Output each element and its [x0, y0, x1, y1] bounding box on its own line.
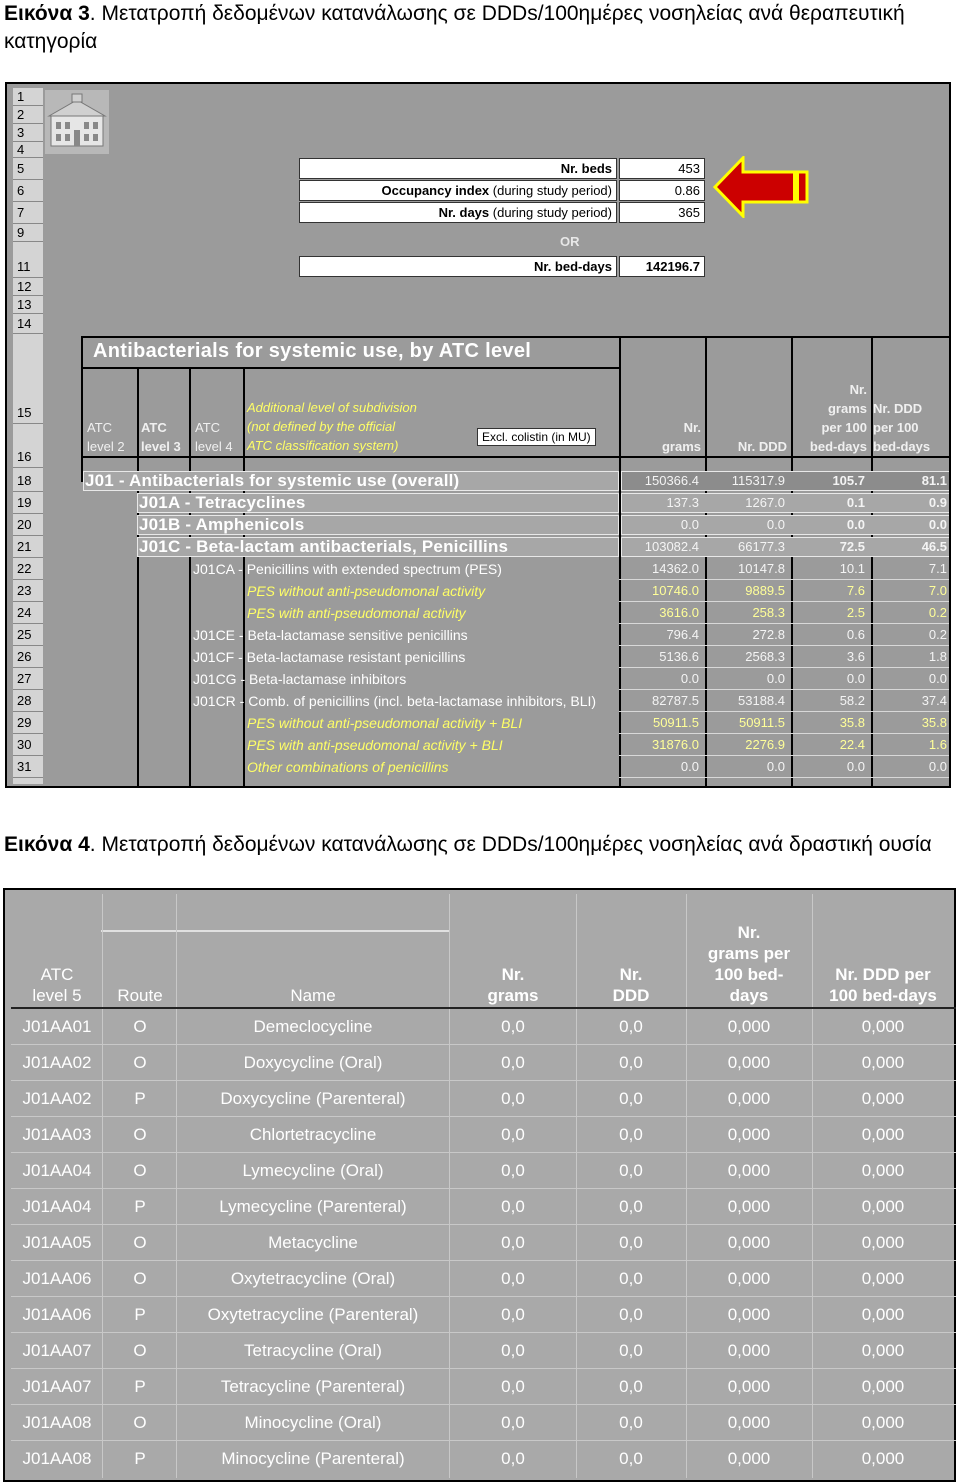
atc3-a: ATC	[141, 420, 167, 435]
sheet-row	[81, 558, 951, 580]
row-value-grams: 0.0	[680, 517, 699, 532]
h: Nr.	[683, 420, 701, 435]
cell-atc: J01AA02	[22, 1089, 92, 1108]
row-value-ddd: 272.8	[752, 627, 785, 642]
cell-dp: 0,000	[861, 1161, 905, 1180]
th-name: Name	[290, 986, 336, 1005]
h: bed-days	[873, 439, 931, 454]
row-number: 29	[13, 712, 43, 734]
cell-name: Minocycline (Oral)	[244, 1413, 382, 1432]
cell-ddd: 0,0	[619, 1017, 643, 1036]
cell-route: P	[134, 1449, 146, 1468]
col-ddd-header: Nr. DDD	[737, 439, 787, 454]
h: grams per	[707, 944, 791, 963]
row-value-gp: 105.7	[832, 473, 865, 488]
h: Nr.	[849, 382, 867, 397]
th-grams	[451, 964, 575, 1006]
row-name: PES without anti-pseudomonal activity	[247, 583, 486, 599]
row-value-grams: 0.0	[680, 759, 699, 774]
red-arrow-icon	[713, 156, 809, 223]
cell-dp: 0,000	[861, 1053, 905, 1072]
cell-grams: 0,0	[501, 1053, 525, 1072]
figure-3-text: . Μετατροπή δεδομένων κατανάλωσης σε DDDs/100ημέρες νοσηλείας ανά θεραπευτική κατηγορία	[4, 2, 905, 53]
cell-ddd: 0,0	[619, 1125, 643, 1144]
row-number: 14	[13, 314, 43, 334]
row-value-grams: 3616.0	[659, 605, 699, 620]
row-number: 6	[13, 180, 43, 202]
row-name: Other combinations of penicillins	[247, 759, 449, 775]
cell-ddd: 0,0	[619, 1305, 643, 1324]
row-name: J01CE - Beta-lactamase sensitive penicillins	[193, 627, 468, 643]
row-value-ddd: 258.3	[752, 605, 785, 620]
cell-dp: 0,000	[861, 1017, 905, 1036]
cell-ddd: 0,0	[619, 1377, 643, 1396]
cell-route: O	[133, 1125, 147, 1144]
or-label: OR	[560, 234, 580, 249]
cell-grams: 0,0	[501, 1449, 525, 1468]
colistin-note: Excl. colistin (in MU)	[477, 428, 596, 446]
spreadsheet-figure	[5, 82, 951, 788]
row-value-grams: 5136.6	[659, 649, 699, 664]
cell-route: P	[134, 1377, 146, 1396]
cell-route: P	[134, 1089, 146, 1108]
row-value-gp: 7.6	[846, 583, 865, 598]
cell-grams: 0,0	[501, 1125, 525, 1144]
row-value-dp: 46.5	[921, 539, 947, 554]
cell-dp: 0,000	[861, 1413, 905, 1432]
row-number: 20	[13, 514, 43, 536]
row-value-dp: 0.0	[928, 759, 947, 774]
cell-dp: 0,000	[861, 1125, 905, 1144]
sheet-row	[81, 492, 951, 514]
h: 100 bed-days	[829, 986, 937, 1005]
row-number: 31	[13, 756, 43, 778]
row-value-dp: 1.6	[928, 737, 947, 752]
th-route: Route	[117, 986, 163, 1005]
row-number: 28	[13, 690, 43, 712]
row-value-dp: 81.1	[921, 473, 947, 488]
info-value: 453	[619, 158, 705, 179]
info-label: Nr. days	[438, 205, 490, 220]
sheet-row	[81, 668, 951, 690]
th-ddd	[577, 964, 685, 1006]
row-value-ddd: 0.0	[766, 517, 785, 532]
h: DDD	[612, 986, 650, 1005]
sheet-row	[81, 602, 951, 624]
row-number: 16	[13, 424, 43, 468]
info-bed-days	[299, 256, 707, 277]
row-number: 18	[13, 470, 43, 492]
h: days	[729, 986, 769, 1005]
atc-level2-header	[87, 418, 125, 456]
cell-atc: J01AA04	[22, 1197, 92, 1216]
row-value-gp: 22.4	[839, 737, 865, 752]
row-number: 19	[13, 492, 43, 514]
row-value-dp: 7.1	[928, 561, 947, 576]
sheet-row	[81, 646, 951, 668]
cell-grams: 0,0	[501, 1017, 525, 1036]
cell-atc: J01AA08	[22, 1449, 92, 1468]
cell-atc: J01AA01	[22, 1017, 92, 1036]
row-value-gp: 72.5	[839, 539, 865, 554]
cell-name: Oxytetracycline (Parenteral)	[207, 1305, 419, 1324]
row-value-dp: 37.4	[921, 693, 947, 708]
row-value-gp: 0.0	[846, 517, 865, 532]
atc4-a: ATC	[195, 420, 221, 435]
row-number: 26	[13, 646, 43, 668]
cell-route: O	[133, 1233, 147, 1252]
h: Nr. DDD per	[835, 965, 931, 984]
cell-atc: J01AA03	[22, 1125, 92, 1144]
sheet-row	[81, 756, 951, 778]
h: ATC	[40, 965, 74, 984]
sheet-row	[81, 712, 951, 734]
atc4-b: level 4	[195, 439, 233, 454]
row-name: J01CG - Beta-lactamase inhibitors	[193, 671, 407, 687]
cell-gp: 0,000	[727, 1377, 771, 1396]
cell-name: Lymecycline (Oral)	[242, 1161, 384, 1180]
h: grams	[661, 439, 701, 454]
cell-atc: J01AA04	[22, 1161, 92, 1180]
row-value-gp: 0.0	[846, 671, 865, 686]
th-ddd-per-100	[813, 964, 953, 1006]
h: grams	[487, 986, 539, 1005]
cell-name: Tetracycline (Oral)	[244, 1341, 382, 1360]
row-value-grams: 14362.0	[652, 561, 699, 576]
row-number: 5	[13, 158, 43, 180]
cell-grams: 0,0	[501, 1197, 525, 1216]
row-value-grams: 0.0	[680, 671, 699, 686]
atc3-b: level 3	[141, 439, 181, 454]
cell-gp: 0,000	[727, 1161, 771, 1180]
row-value-dp: 0.9	[928, 495, 947, 510]
row-value-ddd: 53188.4	[738, 693, 785, 708]
cell-route: O	[133, 1269, 147, 1288]
row-number: 3	[13, 124, 43, 142]
cell-ddd: 0,0	[619, 1197, 643, 1216]
cell-name: Doxycycline (Parenteral)	[220, 1089, 406, 1108]
row-value-gp: 3.6	[846, 649, 865, 664]
cell-gp: 0,000	[727, 1341, 771, 1360]
row-value-dp: 0.0	[928, 671, 947, 686]
cell-name: Doxycycline (Oral)	[243, 1053, 383, 1072]
sheet-row	[81, 536, 951, 558]
row-value-gp: 10.1	[839, 561, 865, 576]
h: bed-days	[809, 439, 867, 454]
info-label: Nr. beds	[560, 161, 612, 176]
cell-grams: 0,0	[501, 1161, 525, 1180]
row-value-ddd: 2568.3	[745, 649, 785, 664]
row-value-ddd: 66177.3	[738, 539, 785, 554]
row-value-dp: 7.0	[928, 583, 947, 598]
row-number: 4	[13, 142, 43, 158]
info-label: Nr. bed-days	[533, 259, 612, 274]
figure-3-caption	[4, 0, 954, 56]
row-value-dp: 0.2	[928, 605, 947, 620]
row-name: PES without anti-pseudomonal activity + BLI	[247, 715, 523, 731]
row-value-dp: 0.0	[928, 517, 947, 532]
cell-route: O	[133, 1053, 147, 1072]
cell-grams: 0,0	[501, 1305, 525, 1324]
cell-atc: J01AA05	[22, 1233, 92, 1252]
info-sub: (during study period)	[489, 183, 612, 198]
row-name: J01CF - Beta-lactamase resistant penicillins	[193, 649, 466, 665]
cell-gp: 0,000	[727, 1269, 771, 1288]
row-value-grams: 82787.5	[652, 693, 699, 708]
h: Nr. DDD	[873, 401, 923, 416]
cell-ddd: 0,0	[619, 1161, 643, 1180]
row-name: PES with anti-pseudomonal activity + BLI	[247, 737, 503, 753]
row-value-grams: 31876.0	[652, 737, 699, 752]
row-value-ddd: 0.0	[766, 759, 785, 774]
cell-atc: J01AA07	[22, 1341, 92, 1360]
row-value-ddd: 2276.9	[745, 737, 785, 752]
row-value-grams: 50911.5	[652, 715, 699, 730]
h: Nr.	[737, 923, 761, 942]
row-name: PES with anti-pseudomonal activity	[247, 605, 466, 621]
cell-name: Metacycline	[268, 1233, 358, 1252]
row-number: 23	[13, 580, 43, 602]
th-grams-per-100	[687, 922, 811, 1006]
info-label: Occupancy index	[381, 183, 490, 198]
sheet-row	[81, 734, 951, 756]
cell-name: Tetracycline (Parenteral)	[220, 1377, 406, 1396]
info-value: 142196.7	[619, 256, 705, 277]
row-value-gp: 0.1	[846, 495, 865, 510]
cell-ddd: 0,0	[619, 1269, 643, 1288]
row-value-gp: 2.5	[846, 605, 865, 620]
atc2-b: level 2	[87, 439, 125, 454]
cell-dp: 0,000	[861, 1197, 905, 1216]
sheet-row	[81, 580, 951, 602]
cell-ddd: 0,0	[619, 1413, 643, 1432]
row-value-gp: 0.0	[846, 759, 865, 774]
row-value-ddd: 10147.8	[738, 561, 785, 576]
cell-dp: 0,000	[861, 1089, 905, 1108]
subdivision-note	[247, 398, 477, 455]
cell-ddd: 0,0	[619, 1053, 643, 1072]
cell-dp: 0,000	[861, 1377, 905, 1396]
row-value-dp: 0.2	[928, 627, 947, 642]
row-value-ddd: 50911.5	[738, 715, 785, 730]
sheet-row	[81, 624, 951, 646]
cell-atc: J01AA07	[22, 1377, 92, 1396]
row-name: J01A - Tetracyclines	[139, 493, 306, 512]
sheet-title: Antibacterials for systemic use, by ATC level	[93, 340, 532, 362]
cell-route: P	[134, 1197, 146, 1216]
cell-route: P	[134, 1305, 146, 1324]
substance-table	[3, 888, 956, 1482]
note-line: (not defined by the official	[247, 419, 396, 434]
col-grams-per-100-header	[795, 380, 867, 456]
row-value-dp: 1.8	[928, 649, 947, 664]
row-name: J01CR - Comb. of penicillins (incl. beta-lactamase inhibitors, BLI)	[193, 693, 597, 709]
note-line: Additional level of subdivision	[247, 400, 417, 415]
cell-atc: J01AA06	[22, 1305, 92, 1324]
cell-dp: 0,000	[861, 1269, 905, 1288]
cell-name: Minocycline (Parenteral)	[221, 1449, 405, 1468]
cell-route: O	[133, 1413, 147, 1432]
row-number: 11	[13, 256, 43, 278]
cell-gp: 0,000	[727, 1017, 771, 1036]
row-number: 9	[13, 224, 43, 242]
cell-atc: J01AA06	[22, 1269, 92, 1288]
cell-gp: 0,000	[727, 1233, 771, 1252]
row-number: 22	[13, 558, 43, 580]
sheet-row	[81, 690, 951, 712]
cell-gp: 0,000	[727, 1305, 771, 1324]
cell-grams: 0,0	[501, 1233, 525, 1252]
row-number: 30	[13, 734, 43, 756]
row-name: J01CA - Penicillins with extended spectrum (PES)	[193, 561, 502, 577]
row-number: 12	[13, 278, 43, 296]
figure-3-label: Εικόνα 3	[4, 2, 90, 25]
cell-grams: 0,0	[501, 1269, 525, 1288]
cell-dp: 0,000	[861, 1233, 905, 1252]
cell-ddd: 0,0	[619, 1089, 643, 1108]
info-value: 0.86	[619, 180, 705, 201]
cell-dp: 0,000	[861, 1305, 905, 1324]
row-value-gp: 35.8	[839, 715, 865, 730]
row-value-grams: 137.3	[666, 495, 699, 510]
row-number: 15	[13, 334, 43, 424]
cell-gp: 0,000	[727, 1125, 771, 1144]
figure-4-text: . Μετατροπή δεδομένων κατανάλωσης σε DDDs/100ημέρες νοσηλείας ανά δραστική ουσία	[89, 833, 932, 856]
cell-ddd: 0,0	[619, 1341, 643, 1360]
col-ddd-per-100-header	[873, 399, 949, 456]
h: per 100	[873, 420, 919, 435]
info-nr-beds	[299, 158, 707, 179]
h: level 5	[32, 986, 82, 1005]
cell-name: Lymecycline (Parenteral)	[219, 1197, 407, 1216]
cell-atc: J01AA02	[22, 1053, 92, 1072]
cell-name: Chlortetracycline	[249, 1125, 377, 1144]
row-name: J01B - Amphenicols	[139, 515, 305, 534]
cell-ddd: 0,0	[619, 1449, 643, 1468]
sheet-row	[81, 470, 951, 492]
cell-dp: 0,000	[861, 1341, 905, 1360]
h: per 100	[821, 420, 867, 435]
note-line: ATC classification system)	[247, 438, 399, 453]
row-number: 7	[13, 202, 43, 224]
cell-grams: 0,0	[501, 1413, 525, 1432]
cell-dp: 0,000	[861, 1449, 905, 1468]
atc-level4-header	[195, 418, 233, 456]
row-value-gp: 58.2	[839, 693, 865, 708]
row-name: J01 - Antibacterials for systemic use (overall)	[85, 471, 460, 490]
figure-4-caption	[4, 831, 954, 859]
cell-atc: J01AA08	[22, 1413, 92, 1432]
row-value-grams: 103082.4	[644, 539, 699, 554]
row-number: 13	[13, 296, 43, 314]
row-value-dp: 35.8	[921, 715, 947, 730]
cell-gp: 0,000	[727, 1449, 771, 1468]
row-value-ddd: 115317.9	[731, 473, 785, 488]
cell-grams: 0,0	[501, 1377, 525, 1396]
row-value-ddd: 9889.5	[745, 583, 785, 598]
cell-gp: 0,000	[727, 1089, 771, 1108]
row-value-grams: 10746.0	[652, 583, 699, 598]
info-value: 365	[619, 202, 705, 223]
cell-route: O	[133, 1341, 147, 1360]
row-value-ddd: 1267.0	[745, 495, 785, 510]
cell-grams: 0,0	[501, 1341, 525, 1360]
row-number: 24	[13, 602, 43, 624]
info-sub: (during study period)	[489, 205, 612, 220]
cell-name: Demeclocycline	[253, 1017, 373, 1036]
cell-gp: 0,000	[727, 1053, 771, 1072]
row-value-gp: 0.6	[846, 627, 865, 642]
h: Nr.	[501, 965, 525, 984]
cell-route: O	[133, 1017, 147, 1036]
row-number: 1	[13, 88, 43, 106]
row-value-ddd: 0.0	[766, 671, 785, 686]
info-occupancy	[299, 180, 707, 201]
row-number: 2	[13, 106, 43, 124]
h: 100 bed-	[714, 965, 784, 984]
row-number: 21	[13, 536, 43, 558]
cell-gp: 0,000	[727, 1413, 771, 1432]
row-number: 25	[13, 624, 43, 646]
row-name: J01C - Beta-lactam antibacterials, Penicillins	[139, 537, 509, 556]
cell-route: O	[133, 1161, 147, 1180]
info-nr-days	[299, 202, 707, 223]
atc-level3-header	[141, 418, 181, 456]
h: grams	[827, 401, 867, 416]
col-grams-header	[623, 418, 701, 456]
cell-name: Oxytetracycline (Oral)	[230, 1269, 396, 1288]
figure-4-label: Εικόνα 4	[4, 833, 90, 856]
cell-grams: 0,0	[501, 1089, 525, 1108]
row-value-grams: 796.4	[666, 627, 699, 642]
h: Nr.	[619, 965, 643, 984]
th-atc	[11, 964, 103, 1006]
cell-ddd: 0,0	[619, 1233, 643, 1252]
row-number: 27	[13, 668, 43, 690]
atc2-a: ATC	[87, 420, 113, 435]
cell-gp: 0,000	[727, 1197, 771, 1216]
hospital-logo-icon	[45, 90, 109, 154]
row-value-grams: 150366.4	[644, 473, 699, 488]
sheet-row	[81, 514, 951, 536]
